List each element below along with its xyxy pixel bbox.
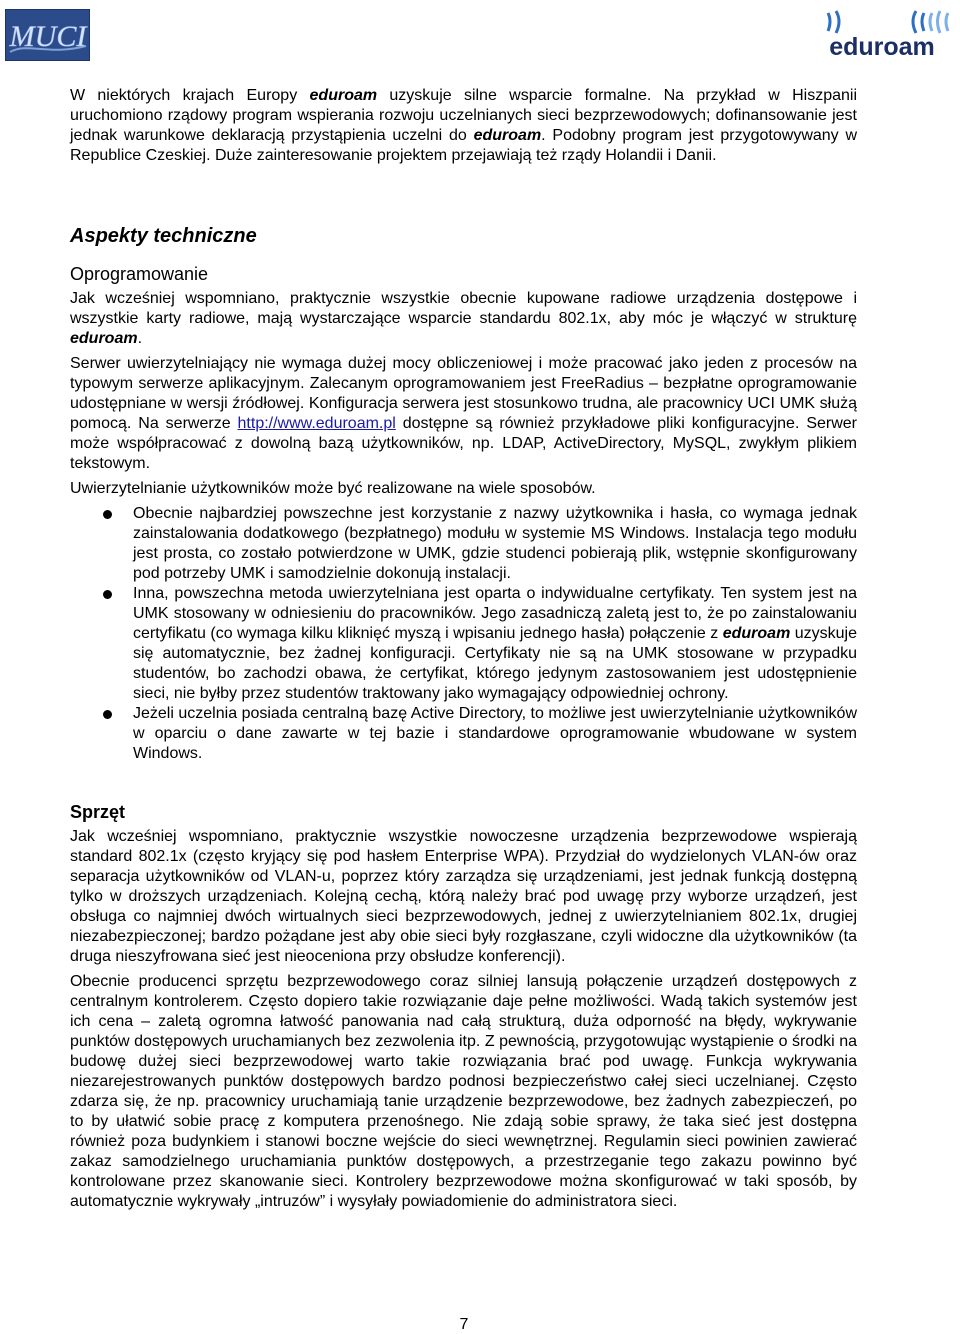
auth-methods-list (70, 504, 857, 764)
eduroam-emphasis: eduroam (309, 87, 378, 104)
software-paragraph-3: Uwierzytelnianie użytkowników może być realizowane na wiele sposobów. (70, 480, 596, 497)
section-title: Aspekty techniczne (70, 225, 257, 247)
eduroam-logo-image (820, 9, 952, 59)
hardware-paragraph-2: Obecnie producenci sprzętu bezprzewodowego coraz silniej lansują połączenie urządzeń dostępowych z centralnym kontrolerem. Często dopiero takie rozwiązanie daje pełne możliwości. Wadą takich systemów jest ich cena – zaletą ogromna łatwość panowania nad całą strukturą, duża odporność na błędy, wykrywanie punktów dostępowych uruchamianych bez zezwolenia itp. Z pewnością, przygotowując wystąpienie o środki na budowę dużej sieci bezprzewodowej warto takie rozwiązania brać pod uwagę. Funkcja wykrywania niezarejestrowanych punktów dostępowych bardzo podnosi bezpieczeństwo całej sieci uczelnianej. Często zdarza się, że np. pracownicy uruchamiają tanie urządzenie bezprzewodowe, bez żadnych zabezpieczeń, po to by ułatwić sobie pracę z komputera przenośnego. Nie zdają sobie sprawy, że taka sieć jest dostępna również poza budynkiem i stanowi boczne wejście do sieci wewnętrznej. Regulamin sieci powinien zawierać zakaz samodzielnego uruchamiania punktów dostępowych, a przestrzeganie tego zakazu powinno być kontrolowane przez skanowanie sieci. Kontrolery bezprzewodowe można skonfigurować w taki sposób, by automatycznie wykrywały „intruzów” i wysyłały powiadomienie do administratora sieci. (70, 973, 857, 1210)
eduroam-emphasis: eduroam (722, 625, 791, 642)
muci-logo-image (8, 12, 88, 58)
eduroam-emphasis: eduroam (473, 127, 542, 144)
software-heading: Oprogramowanie (70, 264, 209, 284)
bullet-icon (103, 710, 112, 719)
bullet-icon (103, 510, 112, 519)
software-paragraph-2: Serwer uwierzytelniający nie wymaga dużej mocy obliczeniowej i może pracować jako jeden z procesów na typowym serwerze aplikacyjnym. Zalecanym oprogramowaniem jest FreeRadius – bezpłatne oprogramowanie udostępniane w wersji źródłowej. Konfiguracja serwera jest stosunkowo trudna, ale pracownicy UCI UMK służą pomocą. Na serwerze http://www.eduroam.pl dostępne są również przykładowe pliki konfiguracyjne. Serwer może współpracować z dowolną bazą użytkowników, np. LDAP, ActiveDirectory, MySQL, zwykłym plikiem tekstowym. (70, 355, 858, 472)
list-item: Inna, powszechna metoda uwierzytelniana jest oparta o indywidualne certyfikaty. Ten system jest na UMK stosowany w odniesieniu do pracowników. Jego zasadniczą zaletą jest to, że po zainstalowaniu certyfikatu (co wymaga kilku kliknięć myszą i wpisaniu jednego hasła) połączenie z eduroam uzyskuje się automatycznie, bez żadnej konfiguracji. Certyfikaty nie są na UMK stosowane w przypadku studentów, bo zachodzi obawa, że certyfikat, którego jedynym zastosowaniem jest udostępnienie sieci, nie byłby przez studentów traktowany jako wymagający odpowiedniej ochrony. (70, 584, 857, 704)
list-item: Jeżeli uczelnia posiada centralną bazę Active Directory, to możliwe jest uwierzytelnianie użytkowników w oparciu o dane zawarte w tej bazie i standardowe oprogramowanie wbudowane w system Windows. (70, 704, 857, 764)
muci-logo-text: MUCI (9, 20, 86, 53)
hardware-paragraph-1: Jak wcześniej wspomniano, praktycznie wszystkie nowoczesne urządzenia bezprzewodowe wspierają standard 802.1x (często kryjący się pod hasłem Enterprise WPA). Przydział do wydzielonych VLAN-ów oraz separacja użytkowników od VLAN-u, poprzez który zarządza się urządzeniami, jest jednak funkcją dostępną tylko w droższych urządzeniach. Kolejną cechą, którą należy brać pod uwagę przy wyborze urządzeń, jest obsługa co najmniej dwóch wirtualnych sieci bezprzewodowych, jednej z uwierzytelnianiem 802.1x, drugiej niezabezpieczonej; bardzo pożądane jest aby obie sieci były rozgłaszane, czyli widoczne dla użytkowników (ta druga nieszyfrowana sieć jest nieoceniona przy obsłudze konferencji). (70, 828, 857, 965)
eduroam-logo-text: eduroam (829, 33, 935, 59)
eduroam-link[interactable]: http://www.eduroam.pl (237, 415, 396, 432)
eduroam-logo (820, 9, 952, 59)
eduroam-emphasis: eduroam (70, 330, 138, 347)
hardware-section (70, 801, 857, 1212)
intro-paragraph: W niektórych krajach Europy eduroam uzyskuje silne wsparcie formalne. Na przykład w Hiszpanii uruchomiono rządowy program wspierania rozwoju uczelnianych sieci bezprzewodowych; dofinansowanie jest jednak warunkowe deklaracją przystąpienia uczelni do eduroam. Podobny program jest przygotowywany w Republice Czeskiej. Duże zainteresowanie projektem przejawiają też rządy Holandii i Danii. (70, 87, 858, 164)
software-section (70, 263, 857, 764)
list-item: Obecnie najbardziej powszechne jest korzystanie z nazwy użytkownika i hasła, co wymaga jednak zainstalowania dodatkowego (bezpłatnego) modułu w systemie MS Windows. Instalacja tego modułu jest prosta, co zostało potwierdzone w UMK, gdzie studenci pobierają plik, wstępnie skonfigurowany pod potrzeby UMK i samodzielnie dokonują instalacji. (70, 504, 857, 584)
page-number: 7 (459, 1316, 469, 1333)
hardware-heading: Sprzęt (70, 802, 126, 822)
software-paragraph-1: Jak wcześniej wspomniano, praktycznie wszystkie obecnie kupowane radiowe urządzenia dostępowe i wszystkie karty radiowe, mają wystarczające wsparcie standardu 802.1x, aby móc je włączyć w strukturę eduroam. (70, 290, 857, 347)
muci-logo (5, 9, 90, 61)
intro-block (70, 86, 857, 166)
bullet-icon (103, 590, 112, 599)
